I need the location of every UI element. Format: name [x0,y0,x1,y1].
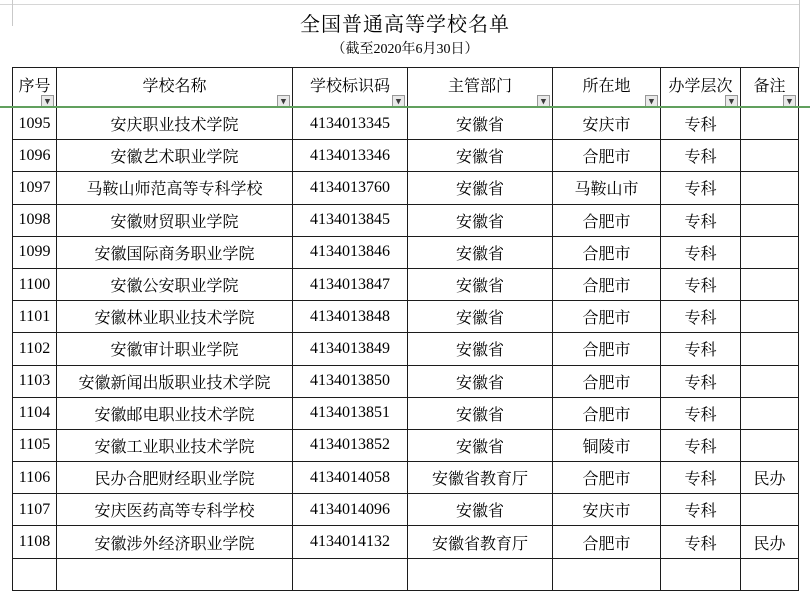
table-row [13,108,799,140]
cell-department[interactable]: 安徽省教育厅 [408,462,553,494]
cell-index[interactable]: 1100 [13,268,57,300]
cell-remark[interactable] [741,172,799,204]
cell-school-name[interactable] [57,558,293,590]
cell-remark[interactable]: 民办 [741,462,799,494]
cell-location[interactable]: 合肥市 [553,140,661,172]
column-header-label: 学校名称 [142,78,207,95]
cell-level[interactable]: 专科 [661,526,741,558]
cell-remark[interactable]: 民办 [741,526,799,558]
cell-department[interactable]: 安徽省 [408,333,553,365]
cell-school-code[interactable]: 4134013849 [293,333,408,365]
filter-dropdown-icon: ▼ [728,97,735,105]
cell-level[interactable]: 专科 [661,462,741,494]
column-header-label: 学校标识码 [309,78,390,95]
cell-level[interactable]: 专科 [661,397,741,429]
column-header-index[interactable] [13,68,57,108]
cell-remark[interactable] [741,204,799,236]
filter-dropdown-icon: ▼ [786,97,793,105]
column-header-label: 主管部门 [447,78,512,95]
cell-location[interactable]: 铜陵市 [553,429,661,461]
cell-index[interactable]: 1102 [13,333,57,365]
cell-level[interactable]: 专科 [661,301,741,333]
cell-index[interactable]: 1098 [13,204,57,236]
filter-dropdown-icon: ▼ [540,97,547,105]
gridline-horizontal-top [0,4,800,5]
cell-department[interactable]: 安徽省 [408,494,553,526]
cell-department[interactable]: 安徽省 [408,397,553,429]
cell-school-code[interactable]: 4134013850 [293,365,408,397]
column-header-level[interactable] [661,68,741,108]
cell-school-code[interactable] [293,558,408,590]
cell-index[interactable]: 1096 [13,140,57,172]
cell-school-name[interactable]: 安庆医药高等专科学校 [57,494,293,526]
table-row [13,333,799,365]
cell-location[interactable]: 合肥市 [553,301,661,333]
column-header-remark[interactable] [741,68,799,108]
filter-dropdown-icon: ▼ [395,97,402,105]
table-row [13,204,799,236]
cell-school-name[interactable]: 马鞍山师范高等专科学校 [57,172,293,204]
cell-level[interactable]: 专科 [661,140,741,172]
cell-school-name[interactable]: 民办合肥财经职业学院 [57,462,293,494]
cell-remark[interactable] [741,365,799,397]
cell-location[interactable]: 合肥市 [553,204,661,236]
cell-school-name[interactable]: 安徽财贸职业学院 [57,204,293,236]
cell-level[interactable] [661,558,741,590]
cell-index[interactable]: 1099 [13,236,57,268]
cell-index[interactable]: 1106 [13,462,57,494]
cell-school-code[interactable]: 4134014058 [293,462,408,494]
cell-school-name[interactable]: 安徽新闻出版职业技术学院 [57,365,293,397]
cell-index[interactable]: 1101 [13,301,57,333]
table-row [13,365,799,397]
cell-level[interactable]: 专科 [661,365,741,397]
cell-remark[interactable] [741,301,799,333]
cell-school-name[interactable]: 安徽审计职业学院 [57,333,293,365]
cell-index[interactable]: 1095 [13,108,57,140]
column-header-label: 序号 [18,78,51,95]
cell-level[interactable]: 专科 [661,333,741,365]
cell-remark[interactable] [741,108,799,140]
column-header-school-code[interactable] [293,68,408,108]
table-row [13,172,799,204]
table-row [13,397,799,429]
cell-school-name[interactable]: 安徽工业职业技术学院 [57,429,293,461]
cell-level[interactable]: 专科 [661,236,741,268]
table-row [13,268,799,300]
cell-school-code[interactable]: 4134013852 [293,429,408,461]
cell-location[interactable]: 安庆市 [553,494,661,526]
cell-school-code[interactable]: 4134013851 [293,397,408,429]
cell-remark[interactable] [741,333,799,365]
cell-level[interactable]: 专科 [661,172,741,204]
table-row [13,236,799,268]
cell-school-name[interactable]: 安徽国际商务职业学院 [57,236,293,268]
filter-dropdown-icon: ▼ [44,97,51,105]
column-header-label: 所在地 [582,78,631,95]
table-row [13,462,799,494]
cell-department[interactable]: 安徽省 [408,429,553,461]
column-header-label: 办学层次 [668,78,733,95]
cell-location[interactable]: 合肥市 [553,365,661,397]
cell-index[interactable]: 1105 [13,429,57,461]
column-header-location[interactable] [553,68,661,108]
cell-index[interactable]: 1108 [13,526,57,558]
cell-department[interactable]: 安徽省 [408,140,553,172]
freeze-pane-line [0,106,810,108]
cell-department[interactable]: 安徽省 [408,204,553,236]
cell-department[interactable]: 安徽省 [408,236,553,268]
cell-school-name[interactable]: 安徽艺术职业学院 [57,140,293,172]
school-list-table [12,67,799,591]
cell-location[interactable]: 合肥市 [553,333,661,365]
table-row [13,429,799,461]
page-subtitle: （截至2020年6月30日） [331,42,479,57]
cell-level[interactable]: 专科 [661,108,741,140]
filter-dropdown-icon: ▼ [280,97,287,105]
cell-location[interactable]: 合肥市 [553,526,661,558]
cell-school-code[interactable]: 4134013845 [293,204,408,236]
cell-level[interactable]: 专科 [661,204,741,236]
cell-school-name[interactable]: 安徽涉外经济职业学院 [57,526,293,558]
cell-school-code[interactable]: 4134014132 [293,526,408,558]
column-header-department[interactable] [408,68,553,108]
cell-department[interactable] [408,558,553,590]
gridline-vertical-right [799,0,800,68]
cell-location[interactable]: 合肥市 [553,236,661,268]
cell-level[interactable]: 专科 [661,494,741,526]
cell-school-code[interactable]: 4134013345 [293,108,408,140]
cell-remark[interactable] [741,268,799,300]
cell-school-code[interactable]: 4134013846 [293,236,408,268]
cell-location[interactable]: 合肥市 [553,397,661,429]
cell-remark[interactable] [741,397,799,429]
cell-index[interactable]: 1097 [13,172,57,204]
table-row [13,494,799,526]
cell-level[interactable]: 专科 [661,268,741,300]
cell-school-name[interactable]: 安庆职业技术学院 [57,108,293,140]
column-header-label: 备注 [753,78,786,95]
cell-school-name[interactable]: 安徽邮电职业技术学院 [57,397,293,429]
cell-school-code[interactable]: 4134014096 [293,494,408,526]
cell-school-code[interactable]: 4134013760 [293,172,408,204]
cell-department[interactable]: 安徽省 [408,301,553,333]
cell-remark[interactable] [741,140,799,172]
cell-remark[interactable] [741,558,799,590]
cell-location[interactable] [553,558,661,590]
cell-remark[interactable] [741,236,799,268]
cell-department[interactable]: 安徽省 [408,365,553,397]
cell-location[interactable]: 马鞍山市 [553,172,661,204]
column-header-school-name[interactable] [57,68,293,108]
cell-index[interactable]: 1103 [13,365,57,397]
cell-department[interactable]: 安徽省 [408,108,553,140]
cell-department[interactable]: 安徽省 [408,268,553,300]
cell-level[interactable]: 专科 [661,429,741,461]
cell-department[interactable]: 安徽省教育厅 [408,526,553,558]
cell-location[interactable]: 合肥市 [553,462,661,494]
cell-location[interactable]: 合肥市 [553,268,661,300]
cell-remark[interactable] [741,429,799,461]
cell-school-code[interactable]: 4134013346 [293,140,408,172]
cell-school-name[interactable]: 安徽林业职业技术学院 [57,301,293,333]
cell-index[interactable] [13,558,57,590]
cell-school-code[interactable]: 4134013847 [293,268,408,300]
cell-index[interactable]: 1104 [13,397,57,429]
cell-remark[interactable] [741,494,799,526]
table-row-partial [13,558,799,590]
cell-school-name[interactable]: 安徽公安职业学院 [57,268,293,300]
filter-dropdown-icon: ▼ [648,97,655,105]
table-row [13,301,799,333]
cell-school-code[interactable]: 4134013848 [293,301,408,333]
header-row [13,68,799,108]
table-row [13,140,799,172]
cell-location[interactable]: 安庆市 [553,108,661,140]
table-body [13,108,799,591]
page-title: 全国普通高等学校名单 [300,14,510,36]
cell-index[interactable]: 1107 [13,494,57,526]
cell-department[interactable]: 安徽省 [408,172,553,204]
table-row [13,526,799,558]
